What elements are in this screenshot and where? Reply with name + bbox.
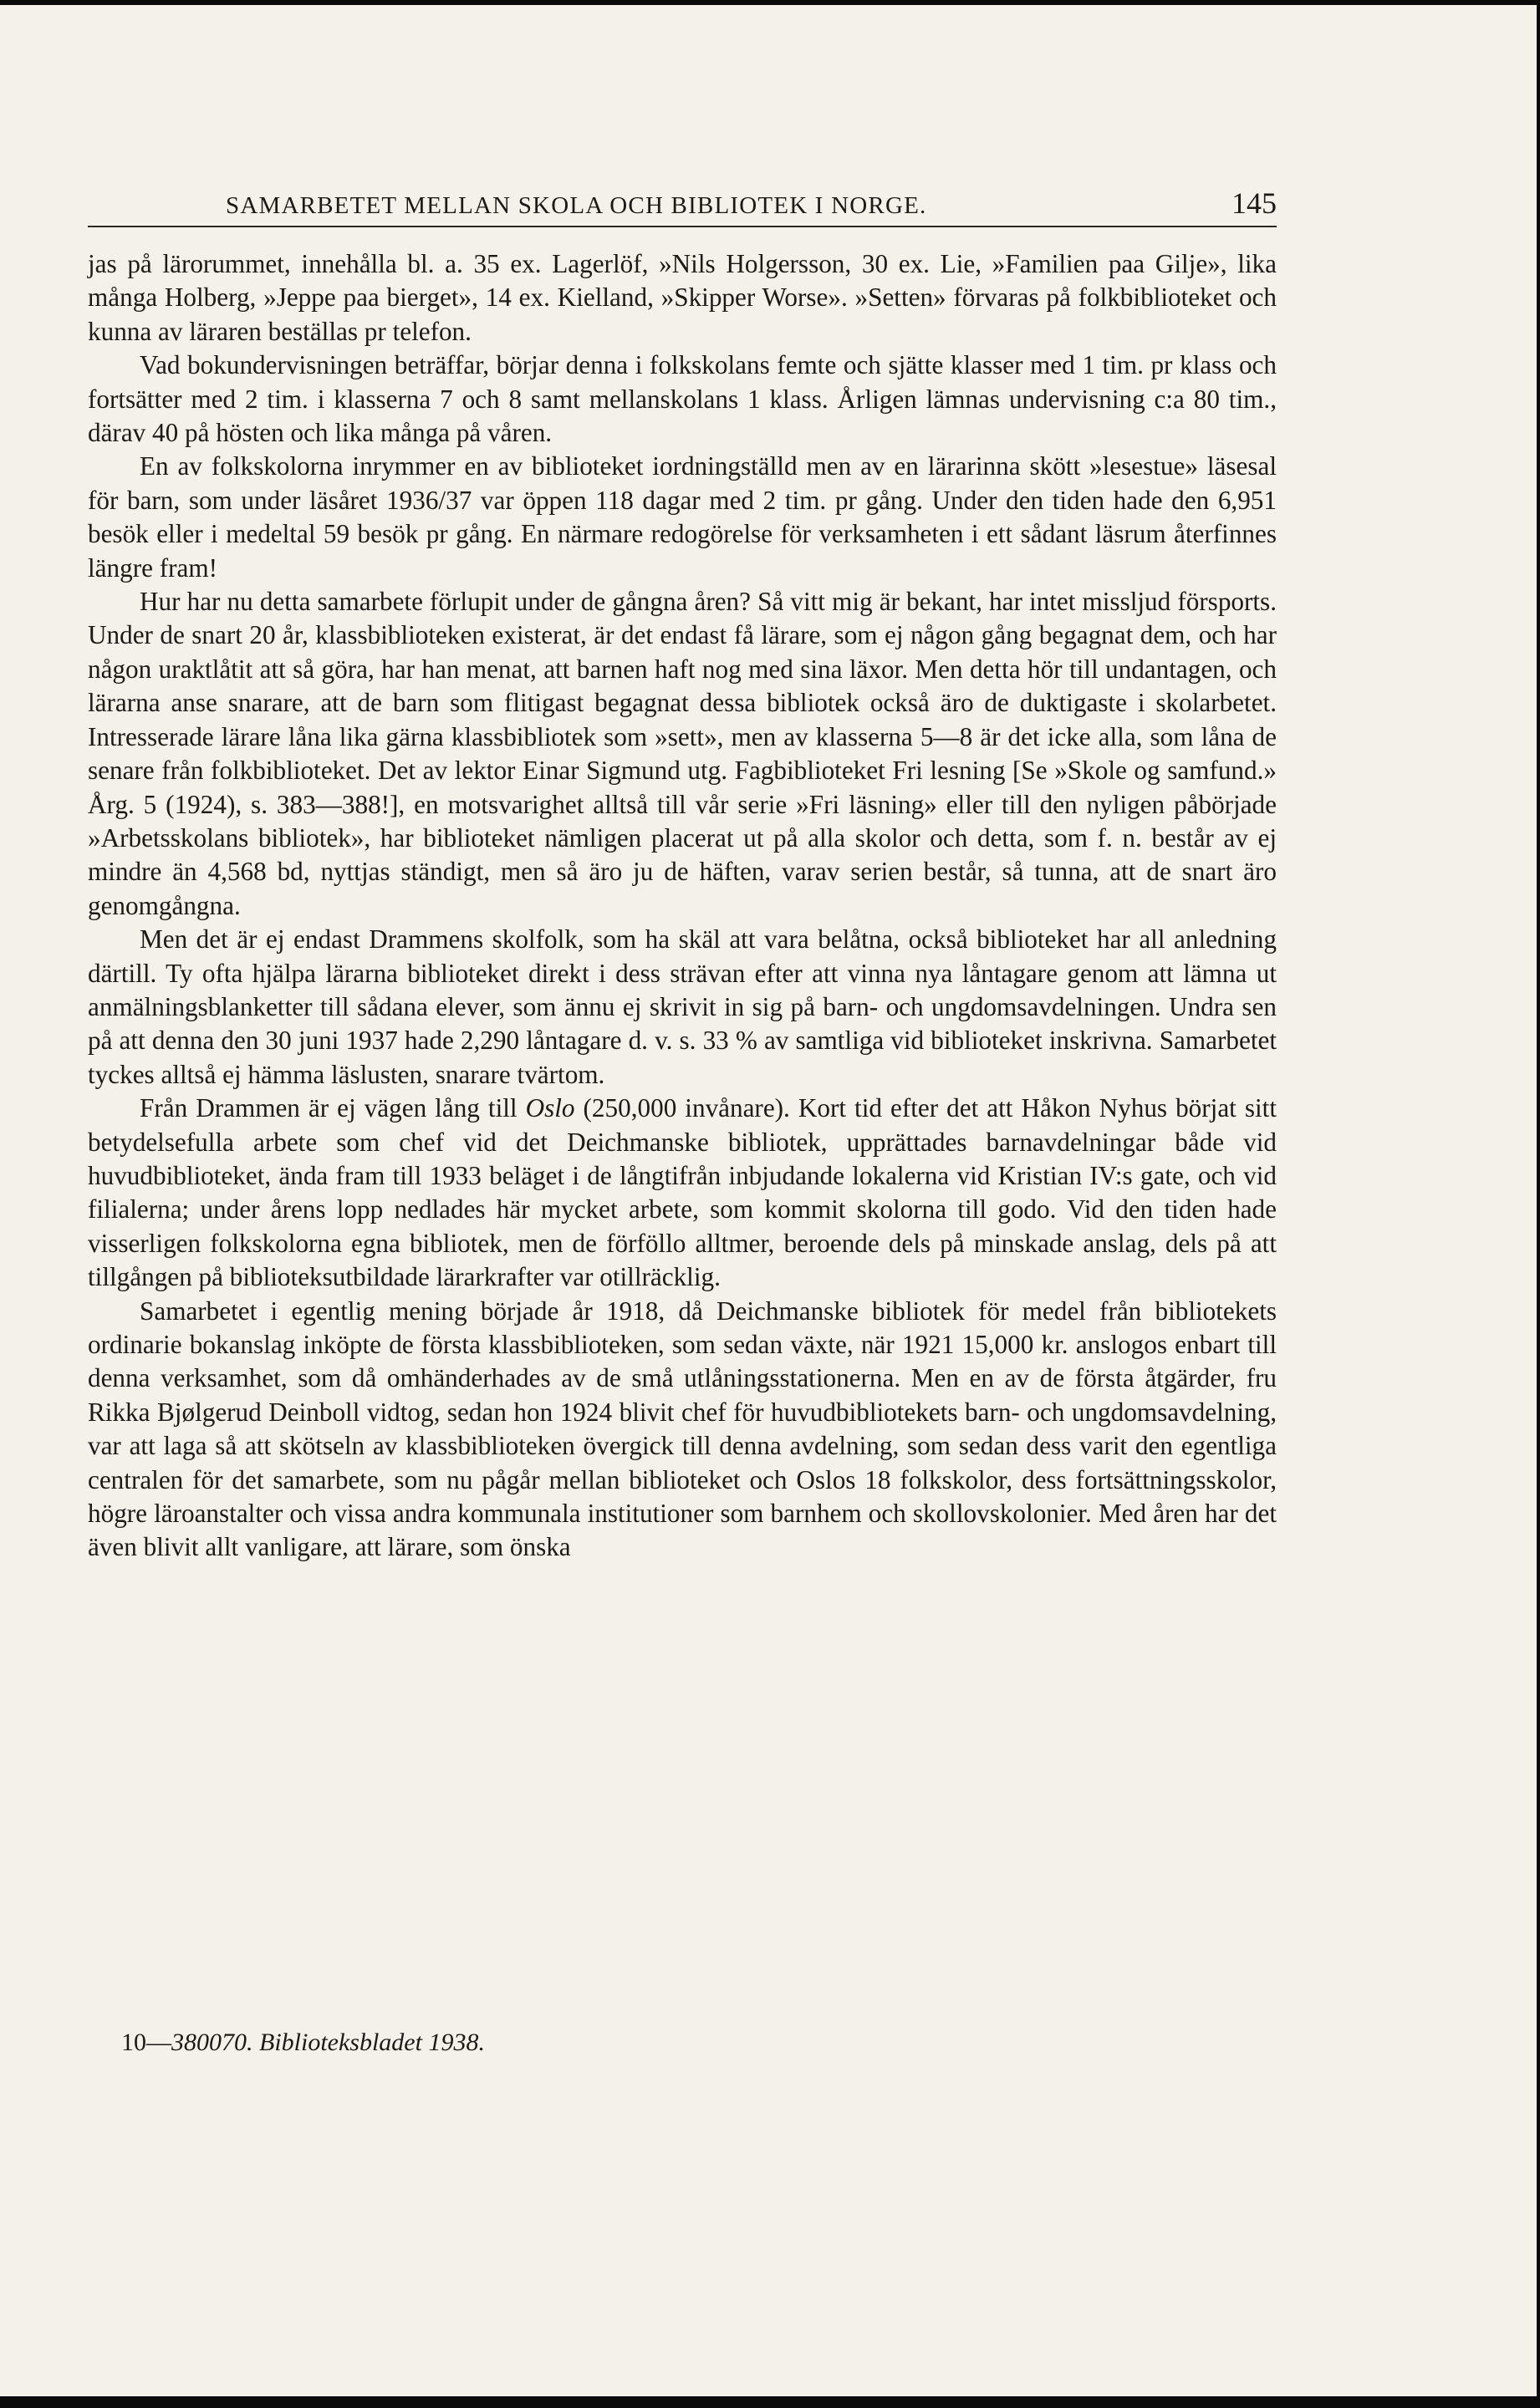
paragraph-6 xyxy=(88,1092,1277,1294)
scan-border-right xyxy=(1537,0,1540,2408)
paragraph-4: Hur har nu detta samarbete förlupit under de gångna åren? Så vitt mig är bekant, har intet missljud försports. Under de snart 20 år, klassbiblioteken existerat, är det endast få lärare, som ej någon gång begagnat dem, och har någon uraktlåtit att så göra, har han menat, att barnen haft nog med sina läxor. Men detta hör till undantagen, och lärarna anse snarare, att de barn som flitigast begagnat dessa bibliotek också äro de duktigaste i skolarbetet. Intresserade lärare låna lika gärna klassbibliotek som »sett», men av klasserna 5—8 är det icke alla, som låna de senare från folkbiblioteket. Det av lektor Einar Sigmund utg. Fagbiblioteket Fri lesning [Se »Skole og samfund.» Årg. 5 (1924), s. 383—388!], en motsvarighet alltså till vår serie »Fri läsning» eller till den nyligen påbörjade »Arbetsskolans bibliotek», har biblioteket nämligen placerat ut på alla skolor och detta, som f. n. består av ej mindre än 4,568 bd, nyttjas ständigt, men så äro ju de häften, varav serien består, så tunna, att de snart äro genomgångna. xyxy=(88,587,1277,920)
signature-prefix: 10— xyxy=(121,2029,171,2056)
paragraph-1: jas på lärorummet, innehålla bl. a. 35 ex. Lagerlöf, »Nils Holgersson, 30 ex. Lie, »Familien paa Gilje», lika många Holberg, »Jeppe paa bierget», 14 ex. Kielland, »Skipper Worse». »Setten» förvaras på folkbiblioteket och kunna av läraren beställas pr telefon. xyxy=(88,249,1277,346)
paragraph-3: En av folkskolorna inrymmer en av biblioteket iordningställd men av en lärarinna skött »lesestue» läsesal för barn, som under läsåret 1936/37 var öppen 118 dagar med 2 tim. pr gång. Under den tiden hade den 6,951 besök eller i medeltal 59 besök pr gång. En närmare redogörelse för verksamheten i ett sådant läsrum återfinnes längre fram! xyxy=(88,451,1277,583)
place-name-oslo: Oslo xyxy=(525,1093,575,1123)
running-header xyxy=(88,186,1277,227)
scan-border-top xyxy=(0,0,1540,5)
paragraph-6-part-2: (250,000 invånare). Kort tid efter det att Håkon Nyhus börjat sitt betydelsefulla arbete som chef vid det Deichmanske bibliotek, upprättades barnavdelningar både vid huvudbiblioteket, ända fram till 1933 beläget i de långtifrån inbjudande lokalerna vid Kristian IV:s gate, och vid filialerna; under årens lopp nedlades här mycket arbete, som kommit skolorna till godo. Vid den tiden hade visserligen folkskolorna egna bibliotek, men de förföllo alltmer, beroende dels på minskade anslag, dels på att tillgången på biblioteksutbildade lärarkrafter var otillräcklig. xyxy=(88,1093,1277,1292)
page-number: 145 xyxy=(1231,186,1277,220)
paragraph-6-part-1: Från Drammen är ej vägen lång till xyxy=(140,1093,526,1123)
running-title: SAMARBETET MELLAN SKOLA OCH BIBLIOTEK I NORGE. xyxy=(226,192,927,219)
paragraph-7: Samarbetet i egentlig mening började år 1918, då Deichmanske bibliotek för medel från bibliotekets ordinarie bokanslag inköpte de första klassbiblioteken, som sedan växte, när 1921 15,000 kr. anslogos enbart till denna verksamhet, som då omhänderhades av de små utlåningsstationerna. Men en av de första åtgärder, fru Rikka Bjølgerud Deinboll vidtog, sedan hon 1924 blivit chef för huvudbibliotekets barn- och ungdomsavdelning, var att laga så att skötseln av klassbiblioteken övergick till denna avdelning, som sedan dess varit den egentliga centralen för det samarbete, som nu pågår mellan biblioteket och Oslos 18 folkskolor, dess fortsättningsskolor, högre läroanstalter och vissa andra kommunala institutioner som barnhem och skollovskolonier. Med åren har det även blivit allt vanligare, att lärare, som önska xyxy=(88,1296,1277,1562)
signature-italic: 380070. Biblioteksbladet 1938. xyxy=(171,2029,485,2056)
paragraph-5: Men det är ej endast Drammens skolfolk, som ha skäl att vara belåtna, också biblioteket har all anledning därtill. Ty ofta hjälpa lärarna biblioteket direkt i dess strävan efter att vinna nya låntagare genom att lämna ut anmälningsblanketter till sådana elever, som ännu ej skrivit in sig på barn- och ungdomsavdelningen. Undra sen på att denna den 30 juni 1937 hade 2,290 låntagare d. v. s. 33 % av samtliga vid biblioteket inskrivna. Samarbetet tyckes alltså ej hämma läslusten, snarare tvärtom. xyxy=(88,924,1277,1089)
print-signature xyxy=(121,2026,485,2059)
scan-border-bottom xyxy=(0,2396,1540,2408)
body-text xyxy=(88,247,1277,1565)
paragraph-2: Vad bokundervisningen beträffar, börjar denna i folkskolans femte och sjätte klasser med 1 tim. pr klass och fortsätter med 2 tim. i klasserna 7 och 8 samt mellanskolans 1 klass. Årligen lämnas undervisning c:a 80 tim., därav 40 på hösten och lika många på våren. xyxy=(88,350,1277,448)
